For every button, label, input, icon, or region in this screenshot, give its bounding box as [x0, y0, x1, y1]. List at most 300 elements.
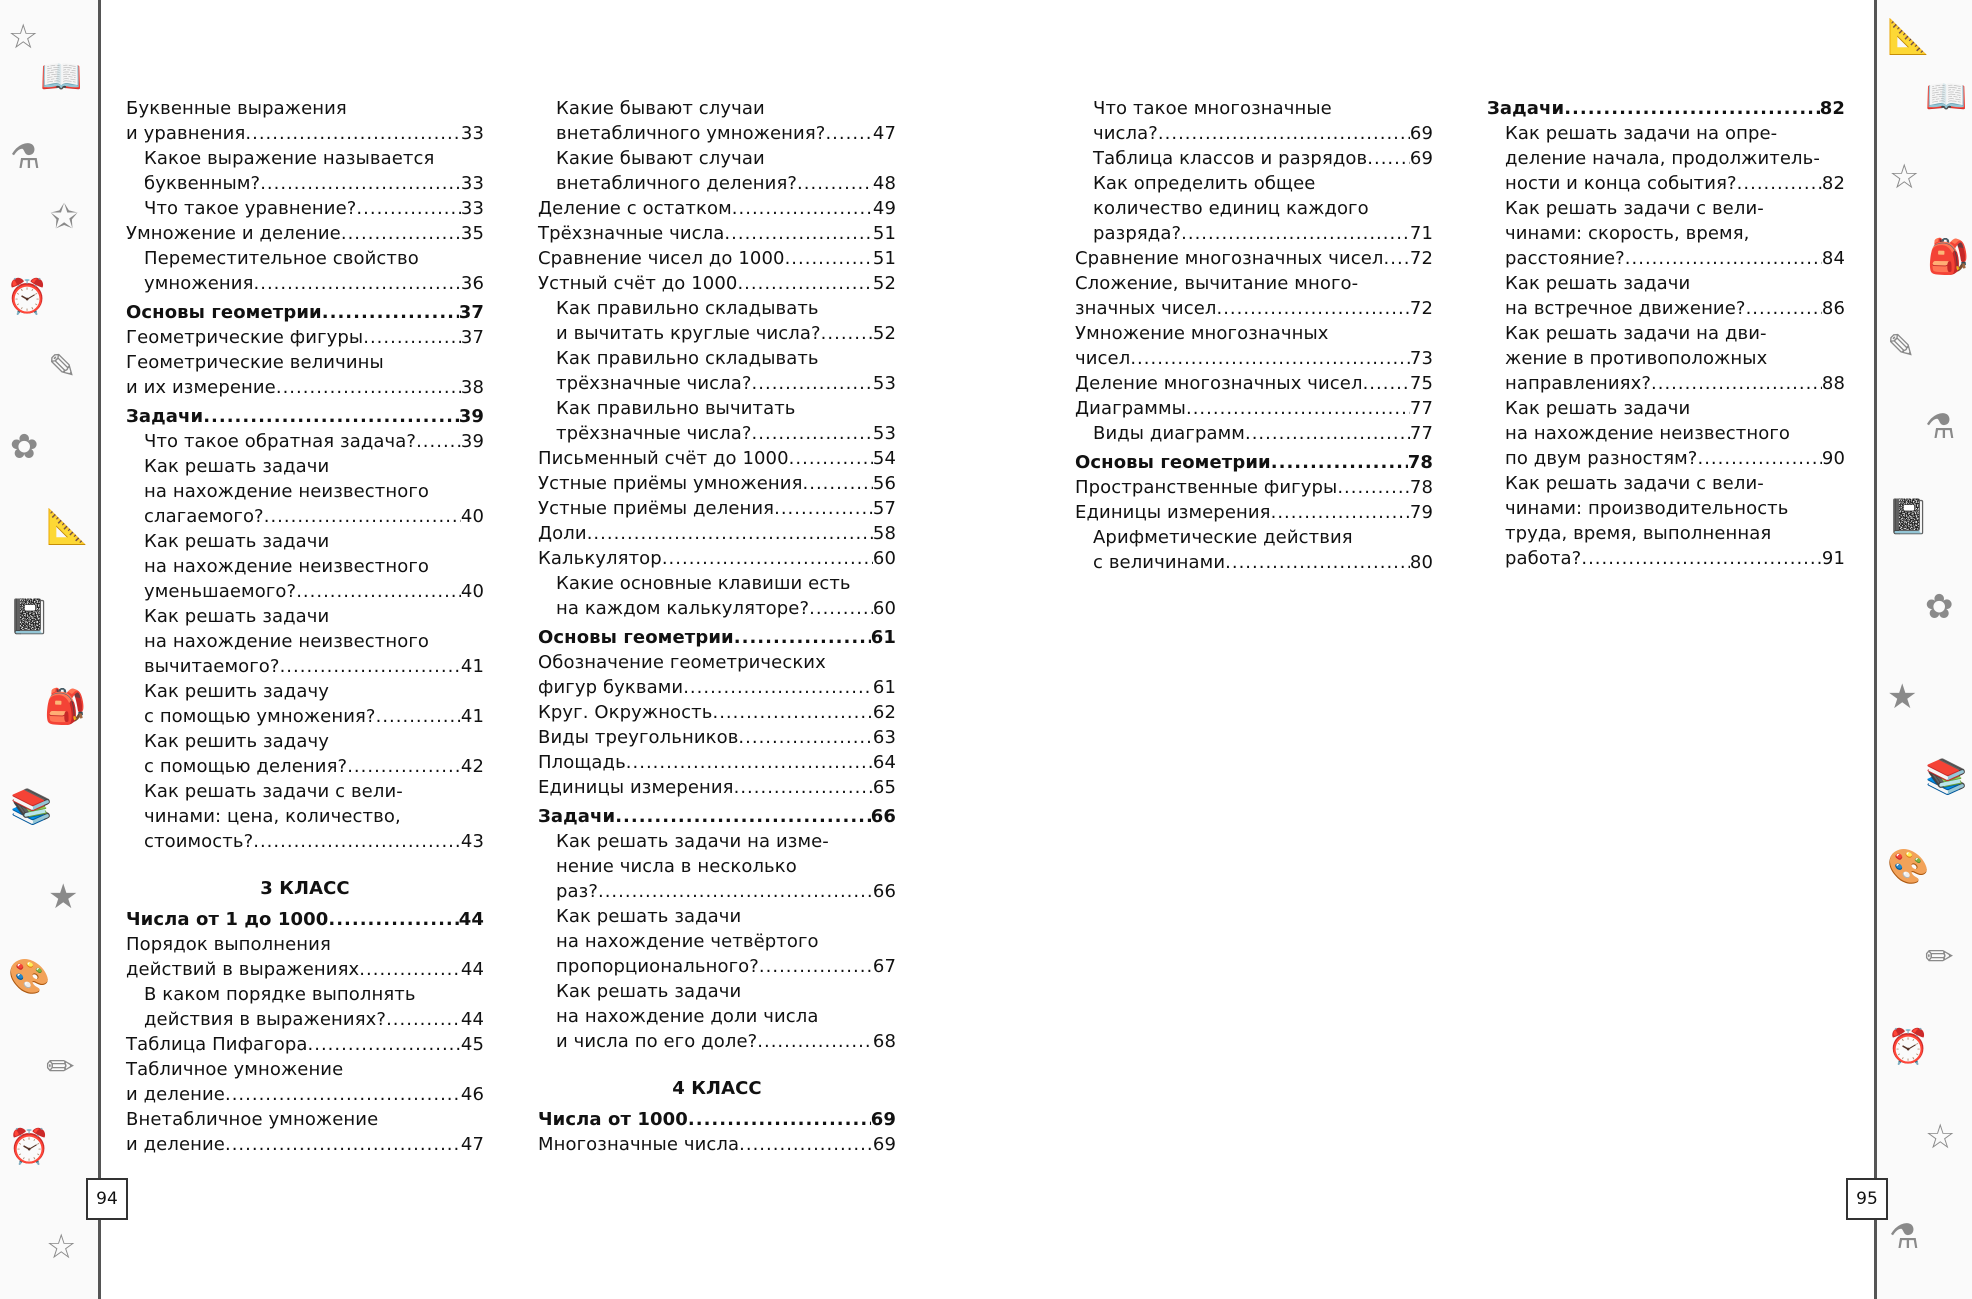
- toc-entry[interactable]: [538, 596, 896, 621]
- toc-entry-text: количество единиц каждого: [1093, 198, 1369, 219]
- toc-entry[interactable]: [126, 957, 484, 982]
- toc-section[interactable]: [538, 804, 896, 829]
- toc-entry[interactable]: [1487, 371, 1845, 396]
- book-doodle-icon: 📖: [40, 57, 83, 97]
- toc-entry-text: Как правильно складывать: [556, 298, 819, 319]
- toc-entry[interactable]: [538, 879, 896, 904]
- toc-entry[interactable]: [126, 504, 484, 529]
- toc-entry-text: Как решать задачи с вели-: [1505, 198, 1764, 219]
- dot-leader: [322, 300, 459, 325]
- toc-entry[interactable]: [538, 725, 896, 750]
- toc-page-number: 51: [872, 248, 896, 269]
- toc-entry[interactable]: [1075, 346, 1433, 371]
- toc-entry-text: В каком порядке выполнять: [144, 984, 416, 1005]
- toc-entry-text: Как решать задачи: [144, 456, 330, 477]
- toc-entry[interactable]: [538, 750, 896, 775]
- dot-leader: [416, 429, 461, 454]
- toc-page-number: 42: [460, 756, 484, 777]
- toc-page-number: 79: [1409, 502, 1433, 523]
- dot-leader: [363, 325, 461, 350]
- dot-leader: [1271, 450, 1408, 475]
- toc-entry-text: чинами: скорость, время,: [1505, 223, 1750, 244]
- toc-entry-text: на нахождение доли числа: [556, 1006, 819, 1027]
- toc-entry-text: Геометрические величины: [126, 352, 384, 373]
- toc-page-number: 82: [1821, 173, 1845, 194]
- dot-leader: [276, 375, 461, 400]
- dot-leader: [825, 121, 872, 146]
- toc-section[interactable]: [538, 1107, 896, 1132]
- toc-entry[interactable]: [1075, 421, 1433, 446]
- toc-section-title: Задачи: [126, 406, 204, 427]
- toc-page-number: 82: [1819, 98, 1845, 119]
- dot-leader: [734, 625, 871, 650]
- toc-page-number: 41: [460, 656, 484, 677]
- toc-entry-title: и деление: [126, 1084, 225, 1105]
- toc-page-number: 71: [1409, 223, 1433, 244]
- toc-page-number: 52: [872, 323, 896, 344]
- dot-leader: [296, 579, 461, 604]
- flower-doodle-icon: ✿: [1925, 587, 1954, 627]
- toc-entry[interactable]: [538, 775, 896, 800]
- dot-leader: [789, 446, 873, 471]
- toc-page-number: 56: [872, 473, 896, 494]
- toc-entry-title: Сравнение многозначных чисел: [1075, 248, 1384, 269]
- toc-entry-title: с помощью умножения?: [144, 706, 376, 727]
- toc-entry[interactable]: [538, 221, 896, 246]
- toc-entry-text: на нахождение неизвестного: [144, 631, 430, 652]
- toc-section[interactable]: [538, 625, 896, 650]
- toc-entry[interactable]: [538, 271, 896, 296]
- toc-entry-text: Как решить задачу: [144, 731, 329, 752]
- toc-entry[interactable]: [1075, 475, 1433, 500]
- dot-leader: [225, 1132, 461, 1157]
- star-doodle-icon: ☆: [1925, 1117, 1956, 1157]
- toc-page-number: 66: [872, 881, 896, 902]
- toc-entry-title: Трёхзначные числа: [538, 223, 725, 244]
- dot-leader: [1564, 96, 1820, 121]
- toc-entry[interactable]: [538, 954, 896, 979]
- toc-page-number: 80: [1409, 552, 1433, 573]
- toc-entry[interactable]: [126, 375, 484, 400]
- toc-page-number: 72: [1409, 248, 1433, 269]
- toc-page-number: 64: [872, 752, 896, 773]
- toc-entry[interactable]: [126, 1082, 484, 1107]
- toc-entry-text: Как решать задачи: [556, 906, 742, 927]
- toc-page-number: 51: [872, 223, 896, 244]
- toc-page-number: 44: [460, 959, 484, 980]
- toc-entry[interactable]: [538, 446, 896, 471]
- dot-leader: [821, 321, 873, 346]
- toc-section[interactable]: [126, 404, 484, 429]
- toc-entry-title: Геометрические фигуры: [126, 327, 364, 348]
- toc-entry[interactable]: [538, 675, 896, 700]
- toc-entry-title: Круг. Окружность: [538, 702, 713, 723]
- clock-doodle-icon: ⏰: [1887, 1027, 1930, 1067]
- toc-page-number: 86: [1821, 298, 1845, 319]
- toc-entry-title: Деление многозначных чисел: [1075, 373, 1363, 394]
- toc-entry-title: по двум разностям?: [1505, 448, 1698, 469]
- book-doodle-icon: 📚: [1925, 757, 1968, 797]
- toc-page-number: 75: [1409, 373, 1433, 394]
- dot-leader: [662, 546, 873, 571]
- toc-page-number: 37: [458, 302, 484, 323]
- toc-entry-title: вычитаемого?: [144, 656, 280, 677]
- dot-leader: [386, 1007, 461, 1032]
- toc-page-number: 67: [872, 956, 896, 977]
- toc-page-number: 43: [460, 831, 484, 852]
- toc-entry[interactable]: [126, 754, 484, 779]
- toc-entry[interactable]: [538, 421, 896, 446]
- toc-entry-title: Многозначные числа: [538, 1134, 740, 1155]
- toc-entry[interactable]: [1075, 146, 1433, 171]
- toc-entry-title: действия в выражениях?: [144, 1009, 387, 1030]
- toc-entry[interactable]: [538, 546, 896, 571]
- toc-entry-title: уменьшаемого?: [144, 581, 297, 602]
- toc-entry-title: ности и конца события?: [1505, 173, 1737, 194]
- dot-leader: [328, 907, 458, 932]
- toc-entry-title: Умножение и деление: [126, 223, 341, 244]
- toc-page-number: 60: [872, 548, 896, 569]
- toc-entry[interactable]: [538, 1029, 896, 1054]
- toc-entry-title: Устные приёмы деления: [538, 498, 775, 519]
- toc-entry-title: и вычитать круглые числа?: [556, 323, 821, 344]
- dot-leader: [376, 704, 461, 729]
- toc-entry[interactable]: [1487, 296, 1845, 321]
- toc-entry[interactable]: [1487, 546, 1845, 571]
- toc-entry-title: трёхзначные числа?: [556, 423, 752, 444]
- toc-entry-title: с помощью деления?: [144, 756, 348, 777]
- toc-entry[interactable]: [1075, 500, 1433, 525]
- toc-entry[interactable]: [538, 1132, 896, 1157]
- toc-section-title: Основы геометрии: [1075, 452, 1271, 473]
- toc-entry-title: Письменный счёт до 1000: [538, 448, 789, 469]
- toc-entry-text: Порядок выполнения: [126, 934, 331, 955]
- dot-leader: [809, 596, 873, 621]
- dot-leader: [739, 1132, 873, 1157]
- page-number-left: 94: [86, 1178, 128, 1220]
- dot-leader: [615, 804, 871, 829]
- toc-page-number: 88: [1821, 373, 1845, 394]
- toc-entry[interactable]: [1075, 246, 1433, 271]
- dot-leader: [732, 196, 873, 221]
- flask-doodle-icon: ⚗: [1925, 407, 1956, 447]
- toc-page-number: 60: [872, 598, 896, 619]
- toc-entry-text: Обозначение геометрических: [538, 652, 826, 673]
- toc-page-number: 66: [870, 806, 896, 827]
- notebook-doodle-icon: 📓: [8, 597, 51, 637]
- toc-entry-text: Как решать задачи на изме-: [556, 831, 829, 852]
- toc-page-number: 77: [1409, 398, 1433, 419]
- toc-page-number: 53: [872, 373, 896, 394]
- toc-page-number: 63: [872, 727, 896, 748]
- toc-entry-text: Как решать задачи: [144, 531, 330, 552]
- toc-page-number: 73: [1409, 348, 1433, 369]
- toc-entry-title: и числа по его доле?: [556, 1031, 758, 1052]
- toc-entry-text: Как решать задачи на опре-: [1505, 123, 1778, 144]
- toc-section[interactable]: [1487, 96, 1845, 121]
- toc-entry[interactable]: [126, 704, 484, 729]
- pencil-doodle-icon: ✏: [46, 1047, 75, 1087]
- toc-entry[interactable]: [538, 700, 896, 725]
- toc-page-number: 49: [872, 198, 896, 219]
- toc-entry-text: Как правильно складывать: [556, 348, 819, 369]
- toc-section[interactable]: [126, 300, 484, 325]
- toc-entry-text: Умножение многозначных: [1075, 323, 1329, 344]
- toc-entry[interactable]: [1487, 446, 1845, 471]
- grade-heading: 3 КЛАСС: [260, 878, 350, 899]
- toc-entry-title: Пространственные фигуры: [1075, 477, 1338, 498]
- toc-section-title: Числа от 1 до 1000: [126, 909, 329, 930]
- dot-leader: [341, 221, 461, 246]
- toc-page-number: 54: [872, 448, 896, 469]
- toc-entry[interactable]: [538, 171, 896, 196]
- dot-leader: [253, 829, 461, 854]
- dot-leader: [1337, 475, 1410, 500]
- toc-column-2: [538, 96, 896, 1157]
- star-doodle-icon: ★: [1887, 677, 1918, 717]
- toc-entry-text: труда, время, выполненная: [1505, 523, 1772, 544]
- dot-leader: [752, 371, 873, 396]
- toc-page-number: 68: [872, 1031, 896, 1052]
- toc-page-number: 47: [460, 1134, 484, 1155]
- toc-entry-text: чинами: цена, количество,: [144, 806, 401, 827]
- toc-entry[interactable]: [538, 496, 896, 521]
- dot-leader: [356, 196, 460, 221]
- toc-entry-text: Как решать задачи: [1505, 273, 1691, 294]
- toc-page-number: 69: [1409, 123, 1433, 144]
- toc-entry-title: умножения: [144, 273, 254, 294]
- dot-leader: [1186, 396, 1410, 421]
- toc-entry-title: Устные приёмы умножения: [538, 473, 803, 494]
- dot-leader: [774, 496, 873, 521]
- toc-page-number: 38: [460, 377, 484, 398]
- toc-entry-title: Сравнение чисел до 1000: [538, 248, 785, 269]
- toc-section[interactable]: [126, 907, 484, 932]
- toc-page-number: 61: [872, 677, 896, 698]
- toc-entry[interactable]: [538, 321, 896, 346]
- toc-entry[interactable]: [126, 429, 484, 454]
- ruler-doodle-icon: 📐: [1887, 17, 1930, 57]
- toc-entry-title: внетабличного умножения?: [556, 123, 826, 144]
- dot-leader: [245, 121, 461, 146]
- dot-leader: [1363, 371, 1410, 396]
- toc-entry[interactable]: [126, 654, 484, 679]
- toc-entry[interactable]: [538, 371, 896, 396]
- toc-section-title: Основы геометрии: [538, 627, 734, 648]
- toc-entry-title: Деление с остатком: [538, 198, 732, 219]
- toc-entry[interactable]: [1075, 371, 1433, 396]
- toc-entry-title: разряда?: [1093, 223, 1182, 244]
- dot-leader: [587, 521, 873, 546]
- toc-entry-title: раз?: [556, 881, 598, 902]
- toc-entry[interactable]: [126, 221, 484, 246]
- star-doodle-icon: ✩: [50, 197, 79, 237]
- toc-page-number: 65: [872, 777, 896, 798]
- dot-leader: [683, 675, 873, 700]
- pencil-doodle-icon: ✏: [1925, 937, 1954, 977]
- toc-entry[interactable]: [126, 325, 484, 350]
- toc-entry-text: Как решать задачи с вели-: [1505, 473, 1764, 494]
- paint-doodle-icon: 🎨: [8, 957, 51, 997]
- toc-entry-text: Буквенные выражения: [126, 98, 347, 119]
- toc-page-number: 33: [460, 173, 484, 194]
- dot-leader: [626, 750, 873, 775]
- flower-doodle-icon: ✿: [10, 427, 39, 467]
- pencil-doodle-icon: ✎: [48, 347, 77, 387]
- toc-page-number: 36: [460, 273, 484, 294]
- dot-leader: [260, 171, 461, 196]
- dot-leader: [752, 421, 873, 446]
- toc-entry[interactable]: [1075, 550, 1433, 575]
- toc-entry-title: на встречное движение?: [1505, 298, 1746, 319]
- dot-leader: [347, 754, 461, 779]
- toc-entry-text: Какое выражение называется: [144, 148, 435, 169]
- toc-entry-title: на каждом калькуляторе?: [556, 598, 810, 619]
- toc-page-number: 53: [872, 423, 896, 444]
- toc-page-number: 39: [458, 406, 484, 427]
- toc-entry[interactable]: [126, 196, 484, 221]
- star-doodle-icon: ☆: [1889, 157, 1920, 197]
- dot-leader: [1158, 121, 1410, 146]
- dot-leader: [598, 879, 873, 904]
- toc-page-number: 77: [1409, 423, 1433, 444]
- toc-section[interactable]: [1075, 450, 1433, 475]
- toc-entry-title: Что такое уравнение?: [144, 198, 357, 219]
- dot-leader: [712, 700, 872, 725]
- toc-page-number: 44: [460, 1009, 484, 1030]
- toc-entry-text: Арифметические действия: [1093, 527, 1353, 548]
- toc-entry-text: Какие бывают случаи: [556, 98, 765, 119]
- toc-page-number: 78: [1409, 477, 1433, 498]
- toc-entry-text: на нахождение неизвестного: [1505, 423, 1791, 444]
- toc-entry[interactable]: [1075, 396, 1433, 421]
- toc-entry[interactable]: [1487, 246, 1845, 271]
- dot-leader: [280, 654, 461, 679]
- toc-entry-title: Единицы измерения: [1075, 502, 1271, 523]
- flask-doodle-icon: ⚗: [10, 137, 41, 177]
- toc-entry[interactable]: [126, 1132, 484, 1157]
- toc-entry[interactable]: [1075, 121, 1433, 146]
- backpack-doodle-icon: 🎒: [44, 687, 87, 727]
- toc-entry[interactable]: [538, 121, 896, 146]
- toc-entry[interactable]: [126, 1007, 484, 1032]
- right-doodle-border: [1874, 0, 1972, 1299]
- grade-heading: 4 КЛАСС: [672, 1078, 762, 1099]
- toc-entry-title: Таблица Пифагора: [126, 1034, 308, 1055]
- dot-leader: [785, 246, 873, 271]
- toc-entry-title: Что такое обратная задача?: [144, 431, 417, 452]
- dot-leader: [1651, 371, 1822, 396]
- toc-entry-title: стоимость?: [144, 831, 254, 852]
- toc-section-title: Задачи: [538, 806, 616, 827]
- toc-entry[interactable]: [538, 196, 896, 221]
- toc-page-number: 40: [460, 581, 484, 602]
- dot-leader: [1625, 246, 1822, 271]
- toc-page-number: 90: [1821, 448, 1845, 469]
- book-doodle-icon: 📚: [10, 787, 53, 827]
- toc-page-number: 33: [460, 198, 484, 219]
- toc-entry-text: Внетабличное умножение: [126, 1109, 379, 1130]
- toc-entry-text: на нахождение неизвестного: [144, 481, 430, 502]
- left-doodle-border: [0, 0, 101, 1299]
- toc-entry-title: Таблица классов и разрядов: [1093, 148, 1368, 169]
- toc-page-number: 44: [458, 909, 484, 930]
- toc-entry-text: Сложение, вычитание много-: [1075, 273, 1359, 294]
- toc-entry[interactable]: [1075, 296, 1433, 321]
- toc-entry[interactable]: [538, 246, 896, 271]
- clock-doodle-icon: ⏰: [6, 277, 49, 317]
- toc-page-number: 48: [872, 173, 896, 194]
- toc-entry-title: и их измерение: [126, 377, 276, 398]
- dot-leader: [738, 725, 872, 750]
- toc-entry[interactable]: [1487, 171, 1845, 196]
- toc-entry[interactable]: [126, 579, 484, 604]
- dot-leader: [734, 775, 873, 800]
- toc-entry[interactable]: [126, 271, 484, 296]
- toc-entry-text: жение в противоположных: [1505, 348, 1768, 369]
- paint-doodle-icon: 🎨: [1887, 847, 1930, 887]
- dot-leader: [359, 957, 461, 982]
- toc-page-number: 69: [872, 1134, 896, 1155]
- toc-column-4: [1487, 96, 1845, 571]
- toc-entry-title: и уравнения: [126, 123, 246, 144]
- toc-entry-text: Как определить общее: [1093, 173, 1316, 194]
- toc-entry-title: работа?: [1505, 548, 1582, 569]
- dot-leader: [1181, 221, 1410, 246]
- toc-page-number: 37: [460, 327, 484, 348]
- toc-entry-title: Виды диаграмм: [1093, 423, 1245, 444]
- dot-leader: [1245, 421, 1410, 446]
- toc-entry[interactable]: [1075, 221, 1433, 246]
- toc-entry-title: внетабличного деления?: [556, 173, 798, 194]
- toc-entry-text: Что такое многозначные: [1093, 98, 1332, 119]
- toc-page-number: 78: [1407, 452, 1433, 473]
- toc-entry-title: слагаемого?: [144, 506, 264, 527]
- dot-leader: [1746, 296, 1822, 321]
- toc-entry-text: деление начала, продолжитель-: [1505, 148, 1820, 169]
- toc-page-number: 45: [460, 1034, 484, 1055]
- book-doodle-icon: 📖: [1925, 77, 1968, 117]
- toc-entry-text: Как решать задачи: [1505, 398, 1691, 419]
- toc-entry[interactable]: [538, 521, 896, 546]
- toc-column-3: [1075, 96, 1433, 575]
- dot-leader: [757, 1029, 873, 1054]
- toc-entry[interactable]: [126, 1032, 484, 1057]
- toc-entry[interactable]: [126, 171, 484, 196]
- toc-section-title: Основы геометрии: [126, 302, 322, 323]
- toc-entry-title: числа?: [1093, 123, 1158, 144]
- toc-entry[interactable]: [126, 121, 484, 146]
- toc-page-number: 72: [1409, 298, 1433, 319]
- toc-entry-text: Как решать задачи: [144, 606, 330, 627]
- toc-entry[interactable]: [126, 829, 484, 854]
- dot-leader: [1130, 346, 1410, 371]
- dot-leader: [225, 1082, 461, 1107]
- toc-entry[interactable]: [538, 471, 896, 496]
- toc-entry-text: Переместительное свойство: [144, 248, 419, 269]
- toc-page-number: 35: [460, 223, 484, 244]
- toc-entry-text: чинами: производительность: [1505, 498, 1789, 519]
- toc-entry-text: на нахождение четвёртого: [556, 931, 819, 952]
- dot-leader: [803, 471, 873, 496]
- dot-leader: [688, 1107, 871, 1132]
- dot-leader: [1271, 500, 1410, 525]
- dot-leader: [1367, 146, 1410, 171]
- dot-leader: [203, 404, 459, 429]
- toc-page-number: 46: [460, 1084, 484, 1105]
- toc-entry-text: Как решить задачу: [144, 681, 329, 702]
- toc-entry-title: фигур буквами: [538, 677, 684, 698]
